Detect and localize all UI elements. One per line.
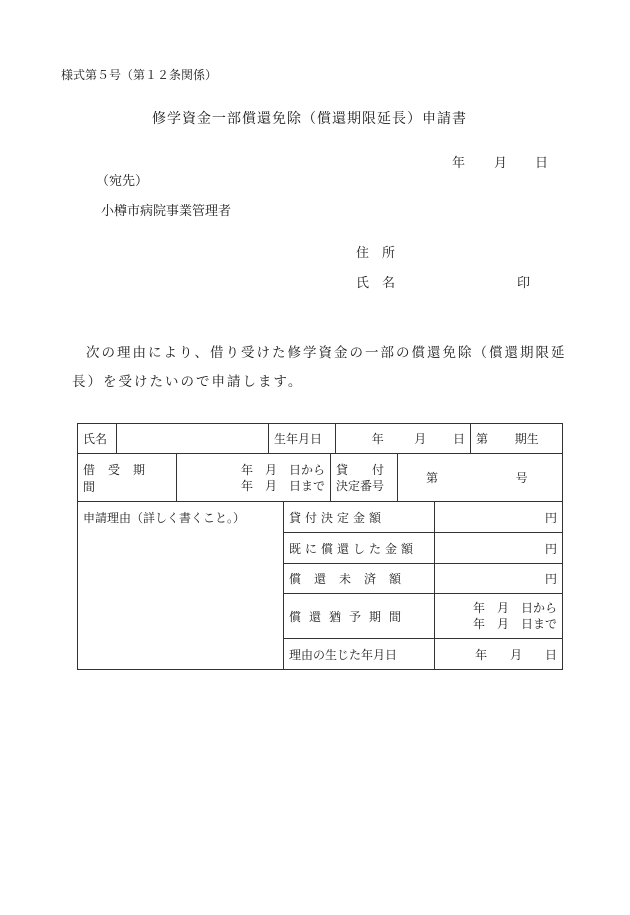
deferral-period-label: 償還猶予期間 [284,594,435,639]
loan-period-table [77,453,563,502]
form-number: 様式第５号（第１２条関係） [61,68,218,82]
reason-label: 申請理由（詳しく書くこと。） [83,511,246,525]
outstanding-amount-label: 償還未済額 [284,564,435,594]
cause-date-value[interactable]: 年 月 日 [435,639,563,670]
loan-period-value[interactable]: 年 月 日から 年 月 日まで [177,454,331,502]
birth-date-label: 生年月日 [269,424,336,454]
applicant-table [77,423,563,454]
date-month: 月 [494,156,508,171]
date-day: 日 [535,156,549,171]
decision-number-value[interactable]: 第 号 [398,454,563,502]
term-cell[interactable]: 第 期生 [471,424,563,454]
repaid-amount-label: 既に償還した金額 [284,533,435,564]
loan-amount-label: 貸付決定金額 [284,502,435,533]
recipient: 小樽市病院事業管理者 [101,204,232,219]
date-year: 年 [452,156,466,171]
loan-amount-value[interactable]: 円 [435,502,563,533]
name-cell-label: 氏名 [78,424,117,454]
cause-date-label: 理由の生じた年月日 [284,639,435,670]
reason-table [77,501,563,670]
decision-number-label: 貸 付 決定番号 [331,454,398,502]
body-text: 次の理由により、借り受けた修学資金の一部の償還免除（償還期限延長）を受けたいので申請します。 [72,345,567,390]
outstanding-amount-value[interactable]: 円 [435,564,563,594]
deferral-period-value[interactable]: 年 月 日から 年 月 日まで [435,594,563,639]
document-title: 修学資金一部償還免除（償還期限延長）申請書 [152,111,467,127]
loan-period-label: 借受期間 [78,454,177,502]
reason-field[interactable] [78,502,284,670]
name-label: 氏 名 [356,276,396,291]
repaid-amount-value[interactable]: 円 [435,533,563,564]
birth-date-value[interactable]: 年 月 日 [336,424,471,454]
seal-mark: 印 [517,276,531,291]
address-label: 住 所 [356,246,396,261]
addressee: （宛先） [96,174,149,189]
name-cell-input[interactable] [117,424,269,454]
